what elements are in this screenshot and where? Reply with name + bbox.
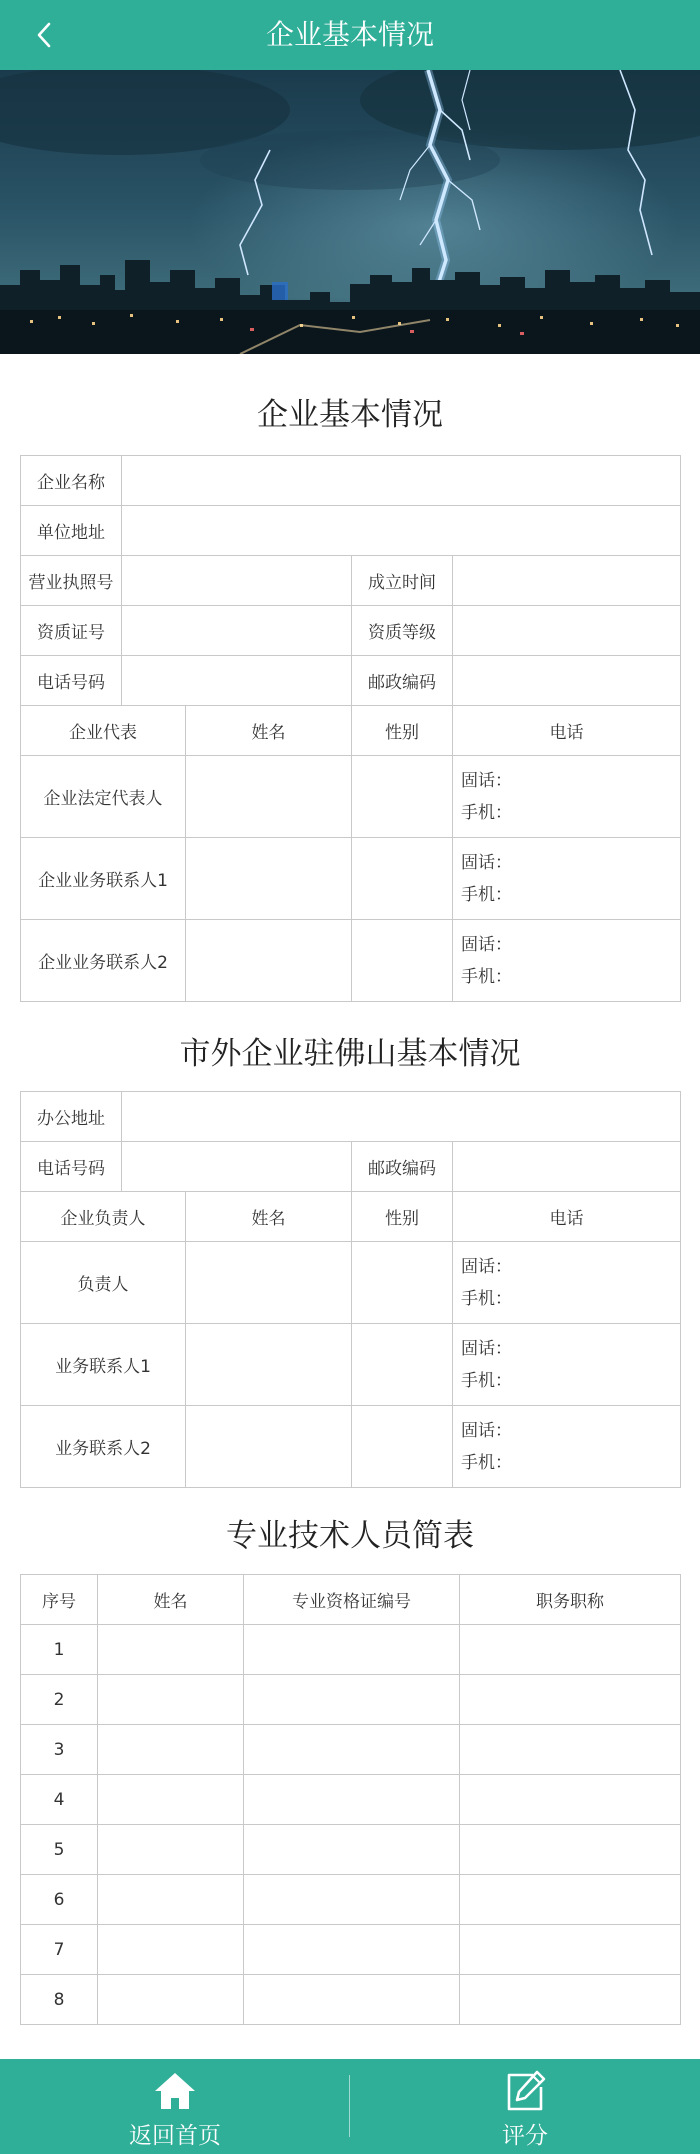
row-index: 2 [21, 1675, 98, 1725]
rep-gender-field[interactable] [352, 1242, 453, 1324]
postcode-field[interactable] [453, 1142, 681, 1192]
landline-label: 固话： [461, 934, 512, 955]
column-header: 企业负责人 [21, 1192, 186, 1242]
table-row [21, 1242, 681, 1324]
staff-name-field[interactable] [98, 1825, 244, 1875]
landline-label: 固话： [461, 1420, 512, 1441]
table-row [21, 1925, 681, 1975]
row-index: 5 [21, 1825, 98, 1875]
mobile-label: 手机： [461, 802, 512, 823]
page-title: 企业基本情况 [265, 18, 434, 51]
column-header: 性别 [352, 1192, 453, 1242]
rep-gender-field[interactable] [352, 920, 453, 1002]
table-row [21, 556, 681, 606]
qual-level-field[interactable] [453, 606, 681, 656]
phone-field[interactable] [122, 1142, 352, 1192]
cert-no-field[interactable] [244, 1875, 460, 1925]
rep-role-label: 企业业务联系人2 [21, 920, 186, 1002]
top-bar [0, 0, 700, 70]
bottom-nav [0, 2059, 700, 2154]
rep-gender-field[interactable] [352, 1324, 453, 1406]
mobile-label: 手机： [461, 966, 512, 987]
rep-name-field[interactable] [186, 756, 352, 838]
table-row [21, 1775, 681, 1825]
address-field[interactable] [122, 506, 681, 556]
rep-gender-field[interactable] [352, 1406, 453, 1488]
address-label: 单位地址 [21, 506, 122, 556]
table-row [21, 506, 681, 556]
rep-gender-field[interactable] [352, 838, 453, 920]
title-field[interactable] [460, 1775, 681, 1825]
table-row [21, 1725, 681, 1775]
phone-field[interactable] [122, 656, 352, 706]
qual-no-field[interactable] [122, 606, 352, 656]
column-header: 职务职称 [460, 1575, 681, 1625]
row-index: 4 [21, 1775, 98, 1825]
founded-field[interactable] [453, 556, 681, 606]
table-header-row [21, 1192, 681, 1242]
table-row [21, 920, 681, 1002]
table-row [21, 1406, 681, 1488]
rep-phone-cell[interactable] [453, 1406, 681, 1488]
table-row [21, 756, 681, 838]
office-address-field[interactable] [122, 1092, 681, 1142]
foshan-info-table [20, 1091, 681, 1488]
edit-icon [503, 2069, 547, 2113]
rep-role-label: 业务联系人1 [21, 1324, 186, 1406]
title-field[interactable] [460, 1625, 681, 1675]
postcode-label: 邮政编码 [352, 1142, 453, 1192]
phone-label: 电话号码 [21, 656, 122, 706]
table-row [21, 1825, 681, 1875]
title-field[interactable] [460, 1875, 681, 1925]
license-no-field[interactable] [122, 556, 352, 606]
row-index: 1 [21, 1625, 98, 1675]
landline-label: 固话： [461, 770, 512, 791]
tech-staff-table [20, 1574, 681, 2025]
mobile-label: 手机： [461, 884, 512, 905]
table-header-row [21, 706, 681, 756]
rep-phone-cell[interactable] [453, 1324, 681, 1406]
table-row [21, 1975, 681, 2025]
table-row [21, 1675, 681, 1725]
rep-role-label: 企业业务联系人1 [21, 838, 186, 920]
column-header: 专业资格证编号 [244, 1575, 460, 1625]
staff-name-field[interactable] [98, 1775, 244, 1825]
column-header: 姓名 [98, 1575, 244, 1625]
column-header: 性别 [352, 706, 453, 756]
company-name-label: 企业名称 [21, 456, 122, 506]
mobile-label: 手机： [461, 1370, 512, 1391]
founded-label: 成立时间 [352, 556, 453, 606]
landline-label: 固话： [461, 1256, 512, 1277]
title-field[interactable] [460, 1975, 681, 2025]
rep-name-field[interactable] [186, 1324, 352, 1406]
home-button[interactable] [0, 2059, 350, 2154]
rep-name-field[interactable] [186, 838, 352, 920]
company-name-field[interactable] [122, 456, 681, 506]
staff-name-field[interactable] [98, 1875, 244, 1925]
table-row [21, 838, 681, 920]
chevron-left-icon [34, 20, 54, 50]
back-button[interactable] [26, 17, 62, 53]
landline-label: 固话： [461, 1338, 512, 1359]
row-index: 3 [21, 1725, 98, 1775]
table-row [21, 1625, 681, 1675]
rep-role-label: 企业法定代表人 [21, 756, 186, 838]
rep-phone-cell[interactable] [453, 838, 681, 920]
postcode-field[interactable] [453, 656, 681, 706]
banner-image [0, 70, 700, 354]
staff-name-field[interactable] [98, 1925, 244, 1975]
table-row [21, 1875, 681, 1925]
cert-no-field[interactable] [244, 1775, 460, 1825]
rep-name-field[interactable] [186, 1242, 352, 1324]
column-header: 电话 [453, 706, 681, 756]
title-field[interactable] [460, 1675, 681, 1725]
table-row [21, 1142, 681, 1192]
title-field[interactable] [460, 1925, 681, 1975]
qual-no-label: 资质证号 [21, 606, 122, 656]
phone-label: 电话号码 [21, 1142, 122, 1192]
rep-role-label: 业务联系人2 [21, 1406, 186, 1488]
staff-name-field[interactable] [98, 1675, 244, 1725]
rep-name-field[interactable] [186, 920, 352, 1002]
section-title-foshan-info: 市外企业驻佛山基本情况 [179, 1036, 521, 1072]
rep-phone-cell[interactable] [453, 1242, 681, 1324]
section-title-tech-staff: 专业技术人员简表 [226, 1518, 474, 1554]
column-header: 姓名 [186, 706, 352, 756]
row-index: 7 [21, 1925, 98, 1975]
table-row [21, 656, 681, 706]
mobile-label: 手机： [461, 1288, 512, 1309]
mobile-label: 手机： [461, 1452, 512, 1473]
cert-no-field[interactable] [244, 1825, 460, 1875]
rep-phone-cell[interactable] [453, 920, 681, 1002]
row-index: 6 [21, 1875, 98, 1925]
office-address-label: 办公地址 [21, 1092, 122, 1142]
rep-name-field[interactable] [186, 1406, 352, 1488]
license-no-label: 营业执照号 [21, 556, 122, 606]
section-title-basic-info: 企业基本情况 [257, 397, 443, 433]
column-header: 序号 [21, 1575, 98, 1625]
rep-phone-cell[interactable] [453, 756, 681, 838]
title-field[interactable] [460, 1725, 681, 1775]
cert-no-field[interactable] [244, 1625, 460, 1675]
cert-no-field[interactable] [244, 1975, 460, 2025]
staff-name-field[interactable] [98, 1725, 244, 1775]
rate-button-label: 评分 [502, 2123, 548, 2149]
qual-level-label: 资质等级 [352, 606, 453, 656]
staff-name-field[interactable] [98, 1625, 244, 1675]
row-index: 8 [21, 1975, 98, 2025]
table-row [21, 606, 681, 656]
table-header-row [21, 1575, 681, 1625]
basic-info-table [20, 455, 681, 1002]
staff-name-field[interactable] [98, 1975, 244, 2025]
title-field[interactable] [460, 1825, 681, 1875]
home-button-label: 返回首页 [129, 2123, 221, 2149]
postcode-label: 邮政编码 [352, 656, 453, 706]
column-header: 电话 [453, 1192, 681, 1242]
rate-button[interactable] [350, 2059, 700, 2154]
column-header: 姓名 [186, 1192, 352, 1242]
table-row [21, 456, 681, 506]
cert-no-field[interactable] [244, 1725, 460, 1775]
landline-label: 固话： [461, 852, 512, 873]
table-row [21, 1324, 681, 1406]
cert-no-field[interactable] [244, 1925, 460, 1975]
rep-gender-field[interactable] [352, 756, 453, 838]
cert-no-field[interactable] [244, 1675, 460, 1725]
rep-role-label: 负责人 [21, 1242, 186, 1324]
table-row [21, 1092, 681, 1142]
home-icon [153, 2069, 197, 2113]
column-header: 企业代表 [21, 706, 186, 756]
